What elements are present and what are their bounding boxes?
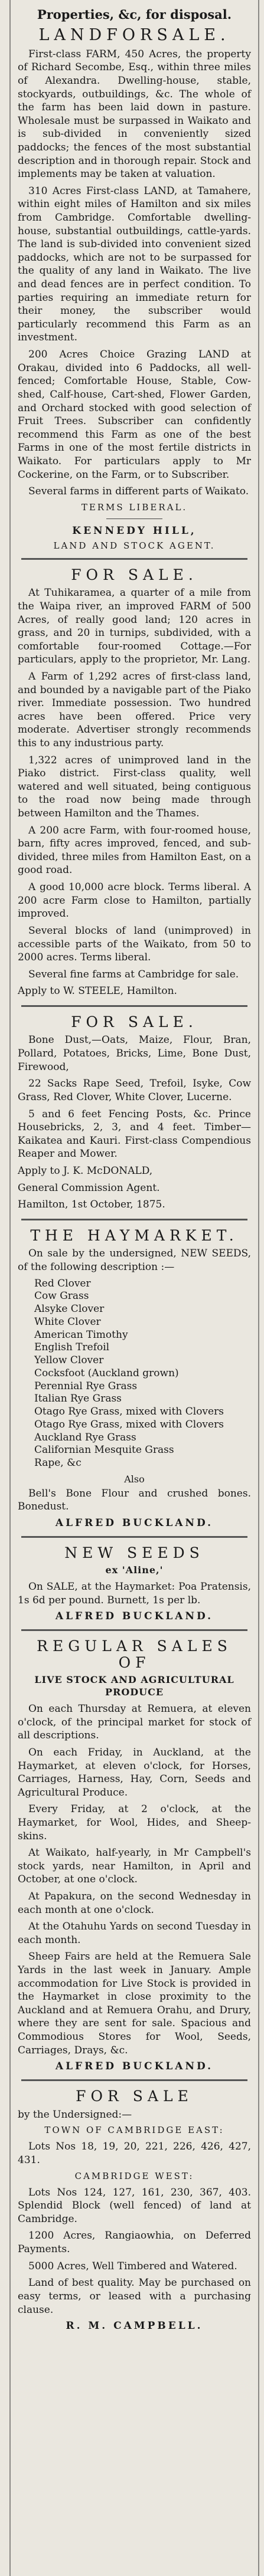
cambridge-farms-text: Several fine farms at Cambridge for sale. bbox=[28, 968, 239, 980]
seed-item: English Trefoil bbox=[34, 1341, 110, 1354]
for-sale-campbell-ad bbox=[18, 2088, 251, 2332]
papakura-text: At Papakura, on the second Wednesday in each month at one o'clock. bbox=[18, 1891, 251, 1916]
sheep-fairs-text: Sheep Fairs are held at the Remuera Sale Yards in the last week in January. Ample accommodation for Live Stock is provided in the Haymarket in close proximity to the Auckland and at Remuera Orahu, and Drury, where they are sent for sale. Spacious and Commodious Stores for Wool, Seeds, Carriages, Drays, &c. bbox=[18, 1951, 251, 2056]
apply-mcdonald: Apply to J. K. McDONALD, bbox=[18, 1164, 153, 1177]
section-divider bbox=[21, 1536, 247, 1538]
agent-name: KENNEDY HILL, bbox=[72, 524, 197, 537]
for-sale-heading: FOR SALE. bbox=[71, 1013, 198, 1031]
section-divider bbox=[21, 1629, 247, 1631]
seed-item: American Timothy bbox=[34, 1328, 128, 1341]
for-sale-mcdonald-ad bbox=[18, 1014, 251, 1212]
seed-item: Otago Rye Grass, mixed with Clovers bbox=[34, 1418, 224, 1430]
seed-item: Auckland Rye Grass bbox=[34, 1431, 136, 1443]
haymarket-heading: THE HAYMARKET. bbox=[30, 1226, 239, 1244]
cambridge-east-heading: TOWN OF CAMBRIDGE EAST: bbox=[44, 2125, 224, 2136]
haymarket-seeds-ad bbox=[18, 1228, 251, 1529]
posts-timber-text: 5 and 6 feet Fencing Posts, &c. Prince Housebricks, 2, 3, and 4 feet. Timber—Kaikatea and Kauri. First-class Compendious Reaper and Mower. bbox=[18, 1108, 251, 1160]
for-sale-heading: FOR SALE bbox=[76, 2088, 193, 2105]
land-for-sale-heading: LANDFORSALE. bbox=[38, 26, 230, 44]
new-seeds-subheading: ex 'Aline,' bbox=[105, 1564, 164, 1576]
signature: ALFRED BUCKLAND. bbox=[55, 1517, 214, 1529]
seeds-list-text: 22 Sacks Rape Seed, Trefoil, Isyke, Cow Grass, Red Clover, White Clover, Lucerne. bbox=[18, 1078, 251, 1103]
auckland-friday-text: On each Friday, in Auckland, at the Haymarket, at eleven o'clock, for Horses, Carriages, Harness, Hay, Corn, Seeds and Agricultural Produce. bbox=[18, 1746, 251, 1799]
undersigned-intro: by the Undersigned:— bbox=[18, 2108, 132, 2121]
cambridge-west-heading: CAMBRIDGE WEST: bbox=[74, 2170, 194, 2181]
best-quality-text: Land of best quality. May be purchased on easy terms, or leased with a purchasing clause. bbox=[18, 2277, 251, 2316]
apply-steele: Apply to W. STEELE, Hamilton. bbox=[18, 985, 177, 997]
cambridge-west-lots: Lots Nos 124, 127, 161, 230, 367, 403. Splendid Block (well fenced) of land at Cambridge. bbox=[18, 2186, 251, 2225]
haymarket-intro: On sale by the undersigned, NEW SEEDS, of the following description :— bbox=[18, 1248, 251, 1273]
new-seeds-ad bbox=[18, 1545, 251, 1623]
left-column-rule bbox=[9, 0, 11, 2576]
seed-item: Italian Rye Grass bbox=[34, 1393, 122, 1405]
terms-liberal: TERMS LIBERAL. bbox=[81, 501, 188, 513]
agent-title: LAND AND STOCK AGENT. bbox=[53, 540, 216, 551]
also-label: Also bbox=[124, 1473, 145, 1485]
piako-unimproved-text: 1,322 acres of unimproved land in the Piako district. First-class quality, well watered and well situated, being contiguous to the road now being made through between Hamilton and the Thames. bbox=[18, 754, 251, 820]
tamahere-land-text: 310 Acres First-class LAND, at Tamahere, within eight miles of Hamilton and six miles from Cambridge. Comfortable dwelling-house, substantial outbuildings, cattle-yards. The land is sub-divided into convenient sized paddocks, which are not to be surpassed for the quality of any land in Waikato. The live and dead fences are in perfect condition. To parties requiring an immediate return for their money, the subscriber would particularly recommend this Farm as an investment. bbox=[18, 185, 251, 344]
seed-item: Yellow Clover bbox=[34, 1354, 104, 1366]
hamilton-east-farm-text: A 200 acre Farm, with four-roomed house, barn, fifty acres improved, fenced, and sub-divided, three miles from Hamilton East, on a good road. bbox=[18, 824, 251, 877]
signature: ALFRED BUCKLAND. bbox=[55, 2060, 214, 2073]
seed-item: White Clover bbox=[34, 1315, 101, 1328]
seed-list bbox=[18, 1278, 251, 1470]
several-blocks-text: Several blocks of land (unimproved) in accessible parts of the Waikato, from 50 to 2000 acres. Terms liberal. bbox=[18, 924, 251, 964]
rangiaowhia-text: 1200 Acres, Rangiaowhia, on Deferred Payments. bbox=[18, 2230, 251, 2256]
regular-sales-heading: REGULAR SALES OF bbox=[37, 1638, 232, 1671]
piako-farm-text: A Farm of 1,292 acres of first-class land, and bounded by a navigable part of the Piako river. Immediate possession. Two hundred acres have been offered. Price very moderate. Advertiser strongly recommends this to any industrious party. bbox=[18, 670, 251, 749]
new-seeds-heading: NEW SEEDS bbox=[64, 1544, 204, 1561]
tuhikaramea-farm-text: At Tuhikaramea, a quarter of a mile from the Waipa river, an improved FARM of 500 Acres, of really good land; 120 acres in grass, and 20 in turnips, subdivided, with a comfortable four-roomed Cottage.—For particulars, apply to the proprietor, Mr. Lang. bbox=[18, 587, 251, 666]
timbered-acres-text: 5000 Acres, Well Timbered and Watered. bbox=[28, 2260, 237, 2272]
section-divider bbox=[21, 2079, 247, 2081]
seed-item: Otago Rye Grass, mixed with Clovers bbox=[34, 1406, 224, 1417]
waikato-halfyearly-text: At Waikato, half-yearly, in Mr Campbell's stock yards, near Hamilton, in April and October, at one o'clock. bbox=[18, 1847, 251, 1886]
ten-thousand-acre-text: A good 10,000 acre block. Terms liberal. A 200 acre Farm close to Hamilton, partially improved. bbox=[18, 881, 251, 920]
friday-wool-text: Every Friday, at 2 o'clock, at the Haymarket, for Wool, Hides, and Sheep-skins. bbox=[18, 1803, 251, 1842]
seed-item: Cow Grass bbox=[34, 1290, 89, 1302]
otahuhu-text: At the Otahuhu Yards on second Tuesday in each month. bbox=[18, 1921, 251, 1946]
land-for-sale-ad bbox=[18, 27, 251, 551]
several-farms-text: Several farms in different parts of Waikato. bbox=[28, 485, 249, 498]
seed-item: Perennial Rye Grass bbox=[34, 1380, 138, 1392]
seed-item: Cocksfoot (Auckland grown) bbox=[34, 1367, 179, 1379]
section-divider bbox=[21, 558, 247, 560]
produce-list-text: Bone Dust,—Oats, Maize, Flour, Bran, Pollard, Potatoes, Bricks, Lime, Bone Dust, Firewood, bbox=[18, 1034, 251, 1073]
regular-sales-subheading: LIVE STOCK AND AGRICULTURAL PRODUCE bbox=[34, 1674, 234, 1698]
new-seeds-text: On SALE, at the Haymarket: Poa Pratensis, 1s 6d per pound. Burnett, 1s per lb. bbox=[18, 1581, 251, 1606]
for-sale-heading: FOR SALE. bbox=[71, 566, 198, 583]
farm-450-acres-text: First-class FARM, 450 Acres, the property of Richard Secombe, Esq., within three miles of Alexandra. Dwelling-house, stable, stockyards, outbuildings, &c. The whole of the farm has been laid down in pasture. Wholesale must be surpassed in Waikato and is sub-divided in conveniently sized paddocks; the fences of the most substantial description and in thorough repair. Stock and implements may be taken at valuation. bbox=[18, 48, 251, 181]
seed-item: Rape, &c bbox=[34, 1457, 82, 1469]
regular-sales-ad bbox=[18, 1638, 251, 2072]
signature: ALFRED BUCKLAND. bbox=[55, 1610, 214, 1623]
mcdonald-title: General Commission Agent. bbox=[18, 1182, 160, 1194]
remuera-thursday-text: On each Thursday at Remuera, at eleven o'clock, of the principal market for stock of all descriptions. bbox=[18, 1703, 251, 1742]
section-masthead: Properties, &c, for disposal. bbox=[37, 7, 232, 22]
mcdonald-date: Hamilton, 1st October, 1875. bbox=[18, 1199, 165, 1211]
section-divider bbox=[21, 1005, 247, 1007]
right-column-rule bbox=[258, 0, 259, 2576]
also-line: Bell's Bone Flour and crushed bones. Bonedust. bbox=[18, 1487, 251, 1513]
for-sale-steele-ad bbox=[18, 567, 251, 998]
cambridge-east-lots: Lots Nos 18, 19, 20, 221, 226, 426, 427, 431. bbox=[18, 2141, 251, 2167]
orakau-land-text: 200 Acres Choice Grazing LAND at Orakau, divided into 6 Paddocks, all well-fenced; Comfortable House, Stable, Cow-shed, Calf-house, Cart-shed, Flower Garden, and Orchard stocked with good selection of Fruit Trees. Subscriber can confidently recommend this Farm as one of the best Farms in one of the most fertile districts in Waikato. For particulars apply to Mr Cockerine, on the Farm, or to Subscriber. bbox=[18, 349, 251, 481]
seed-item: Alsyke Clover bbox=[34, 1303, 105, 1315]
seed-item: Californian Mesquite Grass bbox=[34, 1444, 174, 1456]
seed-item: Red Clover bbox=[34, 1277, 91, 1289]
signature: R. M. CAMPBELL. bbox=[66, 2320, 203, 2332]
section-divider bbox=[21, 1219, 247, 1220]
